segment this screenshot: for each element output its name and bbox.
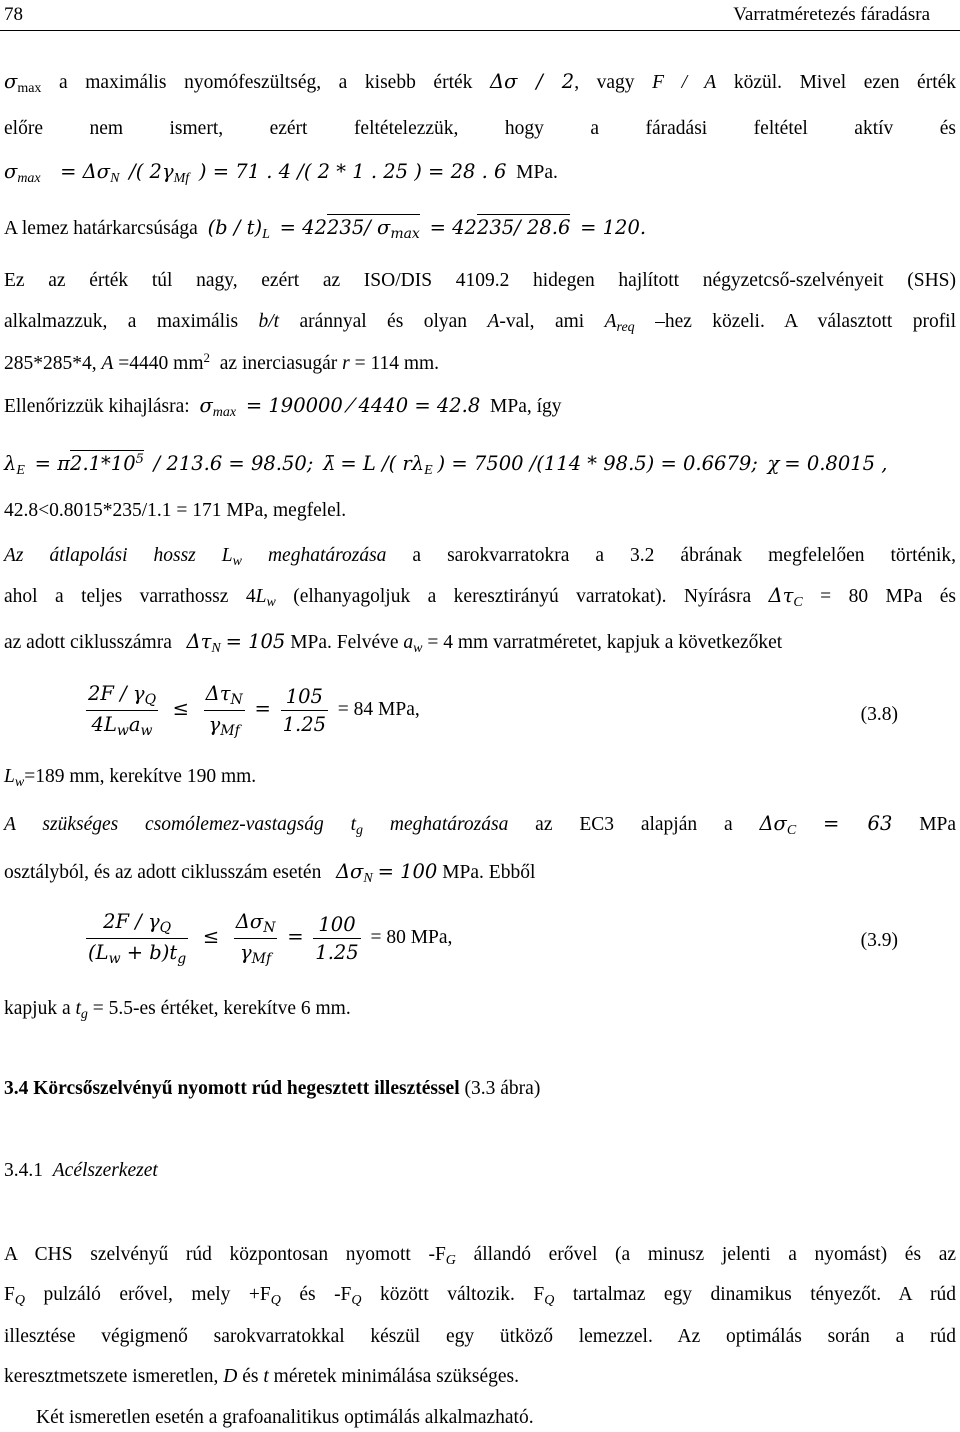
running-title: Varratméretezés fáradásra: [733, 4, 930, 25]
p4-check-buckling: Ellenőrizzük kihajlásra: $\sigma_{max} = 190000$ ⁄ 4440 = 42.8 MPa, így: [4, 394, 562, 420]
p3-line1: Ez az érték túl nagy, ezért az ISO/DIS 4109.2 hidegen hajlított négyzetcső-szelvényeit (SHS): [4, 270, 956, 291]
eq39-number: (3.9): [860, 930, 898, 951]
p4-result: 42.8<0.8015*235/1.1 = 171 MPa, megfelel.: [4, 500, 347, 521]
p4-lambda-equation: $\lambda_E = \pi 2.1*10^5 / 213.6 = 98.50$; λ̄ = L /( $r\lambda_E$ ) = 7500 /(114 * 98.5) = 0.6679; χ = 0.8015 ,: [4, 452, 888, 478]
eq38-frac3: $\frac{105}{1.25}$: [282, 685, 327, 736]
subsection-heading: 3.4.1 Acélszerkezet: [4, 1160, 158, 1181]
eq38-frac2: $\frac{\Delta\tau_N}{\gamma_{Mf}}$: [205, 682, 243, 739]
p5-line3: az adott ciklusszámra $\Delta\tau_N = 105$ MPa. Felvéve $a_w = 4$ mm varratméretet, kapjuk a következőket: [4, 630, 783, 656]
section-heading: 3.4 Körcsőszelvényű nyomott rúd hegesztett illesztéssel (3.3 ábra): [4, 1078, 541, 1099]
p7-line5: Két ismeretlen esetén a grafoanalitikus optimálás alkalmazható.: [36, 1407, 534, 1428]
p6-line2: osztályból, és az adott ciklusszám esetén $\Delta\sigma_N = 100$ MPa. Ebből: [4, 860, 536, 886]
p7-line1: A CHS szelvényű rúd központosan nyomott $-F_G$ állandó erővel (a minusz jelenti a nyomást) és az: [4, 1244, 957, 1268]
equation-3-8: $\frac{2F / \gamma_Q}{4L_wa_w}$ ≤ $\frac{\Delta\tau_N}{\gamma_{Mf}}$ = $\frac{105}{1.25}$ = 84 MPa,: [88, 682, 420, 739]
p7-line4: keresztmetszete ismeretlen, D és t méretek minimálása szükséges.: [4, 1366, 519, 1387]
p6-line1: A szükséges csomólemez-vastagság $t_g$ meghatározása az EC3 alapján a $\Delta\sigma_C = 63$ MPa: [4, 812, 957, 838]
eq38-frac1: $\frac{2F / \gamma_Q}{4L_wa_w}$: [88, 682, 157, 739]
eq39-frac3: $\frac{100}{1.25}$: [315, 913, 359, 964]
p7-line2: $F_Q$ pulzáló erővel, mely $+F_Q$ és $-F_Q$ között változik. $F_Q$ tartalmaz egy dinamikus tényezőt. A rúd: [4, 1284, 957, 1308]
p3-line2: alkalmazzuk, a maximális b/t aránnyal és olyan A-val, ami $A_{req}$ –hez közeli. A választott profil: [4, 311, 957, 335]
p5-line2: ahol a teljes varrathossz $4L_w$ (elhanyagoljuk a keresztirányú varratokat). Nyírásra $\Delta\tau_C = 80$ MPa és: [4, 584, 957, 610]
p3-line3: 285*285*4, A =4440 $mm^2$ az inerciasugár r = 114 mm.: [4, 350, 440, 374]
p7-line3: illesztése végigmenő sarokvarratokkal készül egy ütköző lemezzel. Az optimálás során a rúd: [4, 1326, 956, 1347]
p2-slenderness: A lemez határkarcsúsága $(b / t)_L = 42235/$ $\sigma_{max} = 42235/$ 28.6 = 120.: [4, 216, 647, 242]
header-rule: [0, 30, 960, 31]
p1-line1: $\sigma_{max}$ a maximális nyomófeszültség, a kisebb érték Δσ / 2, vagy F / A közül. Mivel ezen érték: [4, 70, 957, 96]
p1-line2: előre nem ismert, ezért feltételezzük, hogy a fáradási feltétel aktív és: [4, 118, 956, 139]
lw-result: $L_w=189$ mm, kerekítve 190 mm.: [4, 766, 257, 790]
tg-result: kapjuk a $t_g = 5.5-es$ értéket, kerekítve 6 mm.: [4, 998, 351, 1022]
page-number: 78: [4, 4, 23, 25]
page-header: [0, 0, 960, 28]
p1-line3-equation: $\sigma_{max}$ = $\Delta\sigma_N$ /( $2\gamma_{Mf}$ ) = 71 . 4 /( 2 * 1 . 25 ) = 28 . 6 MPa.: [4, 160, 558, 186]
p5-line1: Az átlapolási hossz $L_w$ meghatározása a sarokvarratokra a 3.2 ábrának megfelelően történik,: [4, 545, 957, 569]
eq39-frac2: $\frac{\Delta\sigma_N}{\gamma_{Mf}}$: [235, 910, 276, 967]
equation-3-9: $\frac{2F / \gamma_Q}{(L_w + b)t_g}$ ≤ $\frac{\Delta\sigma_N}{\gamma_{Mf}}$ = $\frac{100}{1.25}$ = 80 MPa,: [88, 910, 453, 967]
eq39-frac1: $\frac{2F / \gamma_Q}{(L_w + b)t_g}$: [88, 910, 187, 967]
eq38-number: (3.8): [860, 704, 898, 725]
